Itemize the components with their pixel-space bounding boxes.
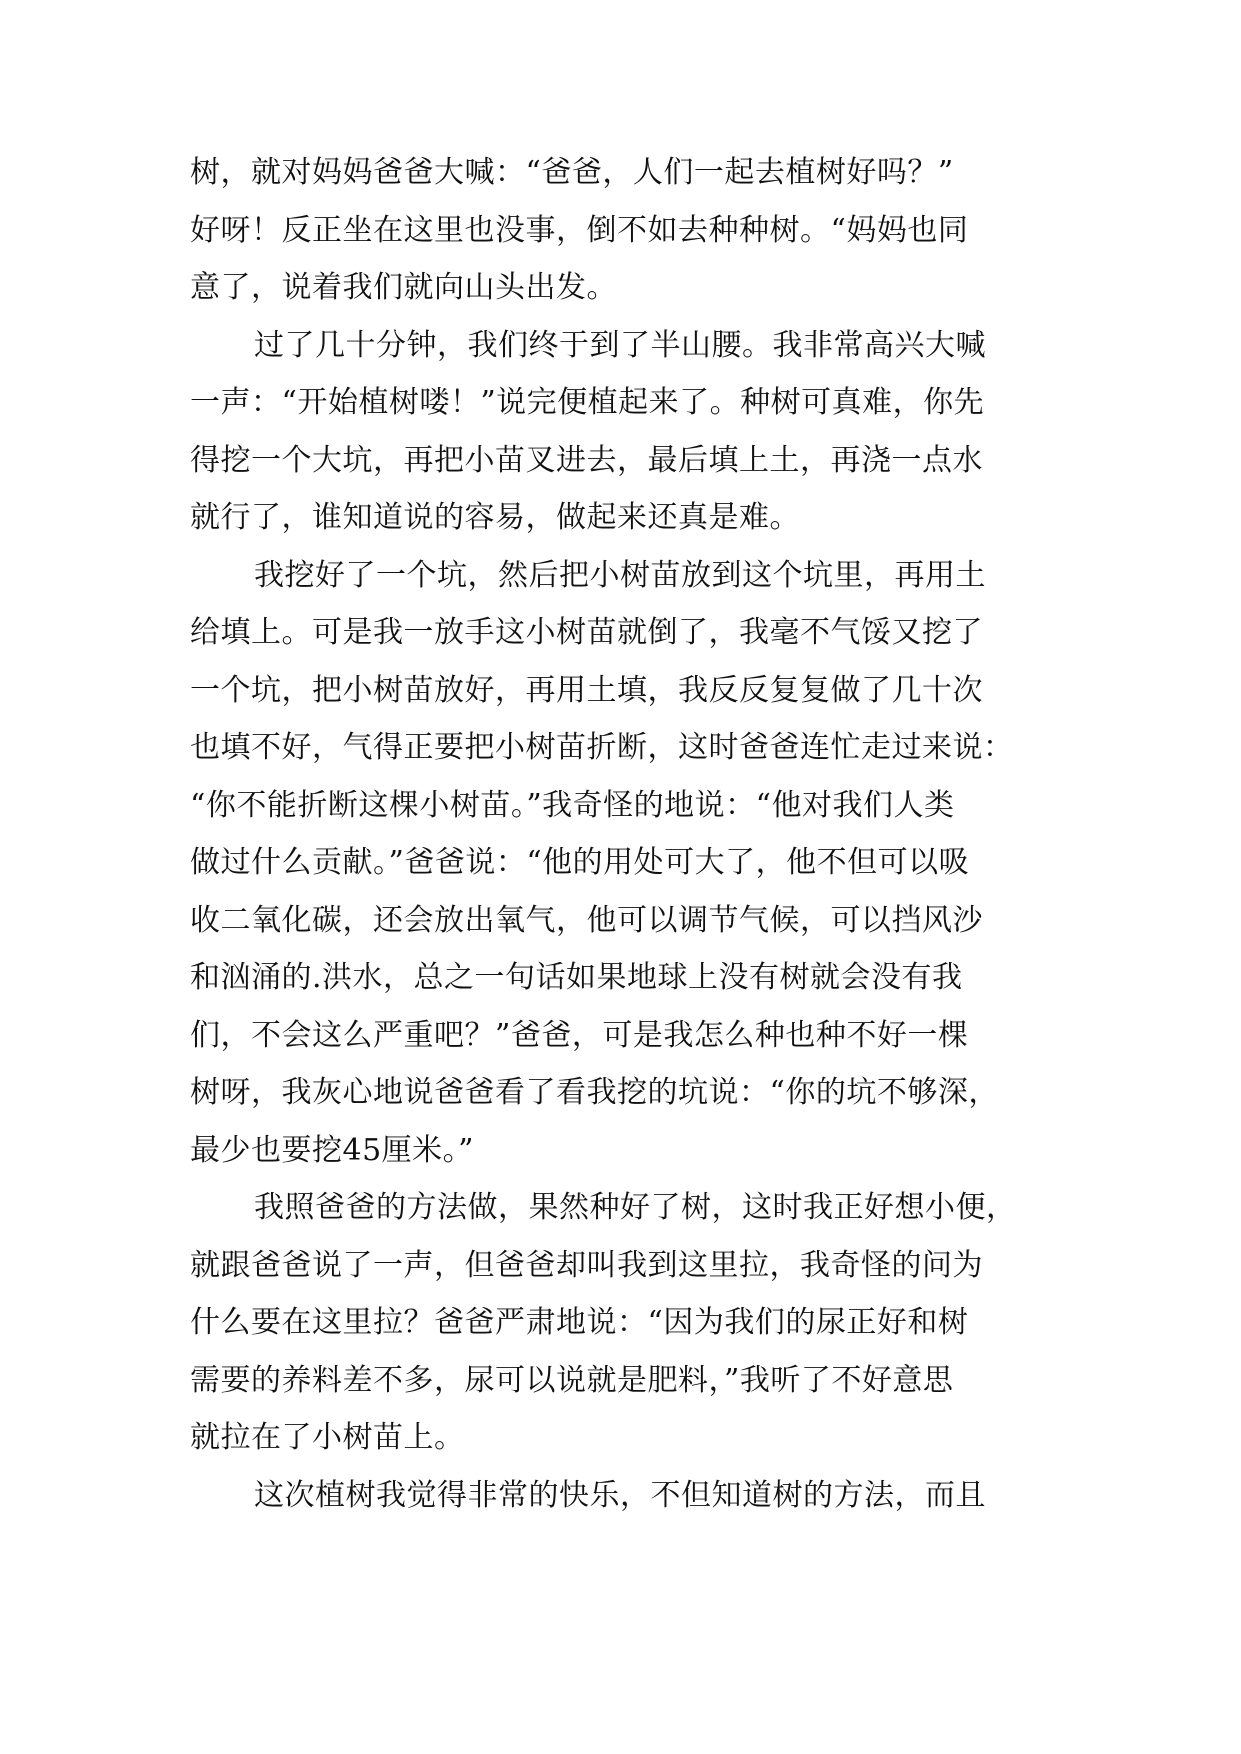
text-line: “你不能折断这棵小树苗。”我奇怪的地说：“他对我们人类: [190, 787, 955, 823]
text-line: 们，不会这么严重吧？”爸爸，可是我怎么种也种不好一棵: [190, 1017, 969, 1053]
text-line: 最少也要挖45厘米。”: [190, 1132, 475, 1168]
text-line: 一声：“开始植树喽！”说完便植起来了。种树可真难，你先: [190, 385, 985, 420]
text-line: 需要的养料差不多，尿可以说就是肥料，”我听了不好意思: [190, 1362, 954, 1398]
text-line: 过了几十分钟，我们终于到了半山腰。我非常高兴大喊: [254, 327, 986, 363]
paragraph-4: [190, 1179, 1050, 1467]
text-line: 什么要在这里拉？爸爸严肃地说：“因为我们的尿正好和树: [190, 1305, 969, 1340]
paragraph-5: [190, 1467, 1050, 1525]
paragraph-3: [190, 547, 1050, 1180]
text-line: 这次植树我觉得非常的快乐，不但知道树的方法，而且: [254, 1477, 986, 1513]
document-body: [190, 144, 1050, 1524]
text-line: 意了，说着我们就向山头出发。: [190, 270, 617, 305]
text-line: 就跟爸爸说了一声，但爸爸却叫我到这里拉，我奇怪的问为: [190, 1247, 983, 1283]
paragraph-1: [190, 144, 1050, 317]
text-line: 好呀！反正坐在这里也没事，倒不如去种种树。“妈妈也同: [190, 212, 969, 248]
text-line: 给填上。可是我一放手这小树苗就倒了，我毫不气馁又挖了: [190, 615, 983, 650]
text-line: 也填不好，气得正要把小树苗折断，这时爸爸连忙走过来说：: [190, 730, 1014, 765]
text-line: 得挖一个大坑，再把小苗叉进去，最后填上土，再浇一点水: [190, 442, 983, 478]
text-line: 我挖好了一个坑，然后把小树苗放到这个坑里，再用土: [254, 557, 986, 593]
text-line: 树，就对妈妈爸爸大喊：“爸爸，人们一起去植树好吗？”: [190, 155, 954, 190]
paragraph-2: [190, 317, 1050, 547]
text-line: 收二氧化碳，还会放出氧气，他可以调节气候，可以挡风沙: [190, 902, 983, 938]
text-line: 就行了，谁知道说的容易，做起来还真是难。: [190, 500, 800, 535]
text-line: 树呀，我灰心地说爸爸看了看我挖的坑说：“你的坑不够深，: [190, 1075, 999, 1110]
text-line: 就拉在了小树苗上。: [190, 1420, 465, 1455]
text-line: 我照爸爸的方法做，果然种好了树，这时我正好想小便，: [254, 1190, 1017, 1225]
text-line: 做过什么贡献。”爸爸说：“他的用处可大了，他不但可以吸: [190, 845, 970, 880]
text-line: 一个坑，把小树苗放好，再用土填，我反反复复做了几十次: [190, 672, 983, 708]
text-line: 和汹涌的.洪水，总之一句话如果地球上没有树就会没有我: [190, 960, 963, 995]
